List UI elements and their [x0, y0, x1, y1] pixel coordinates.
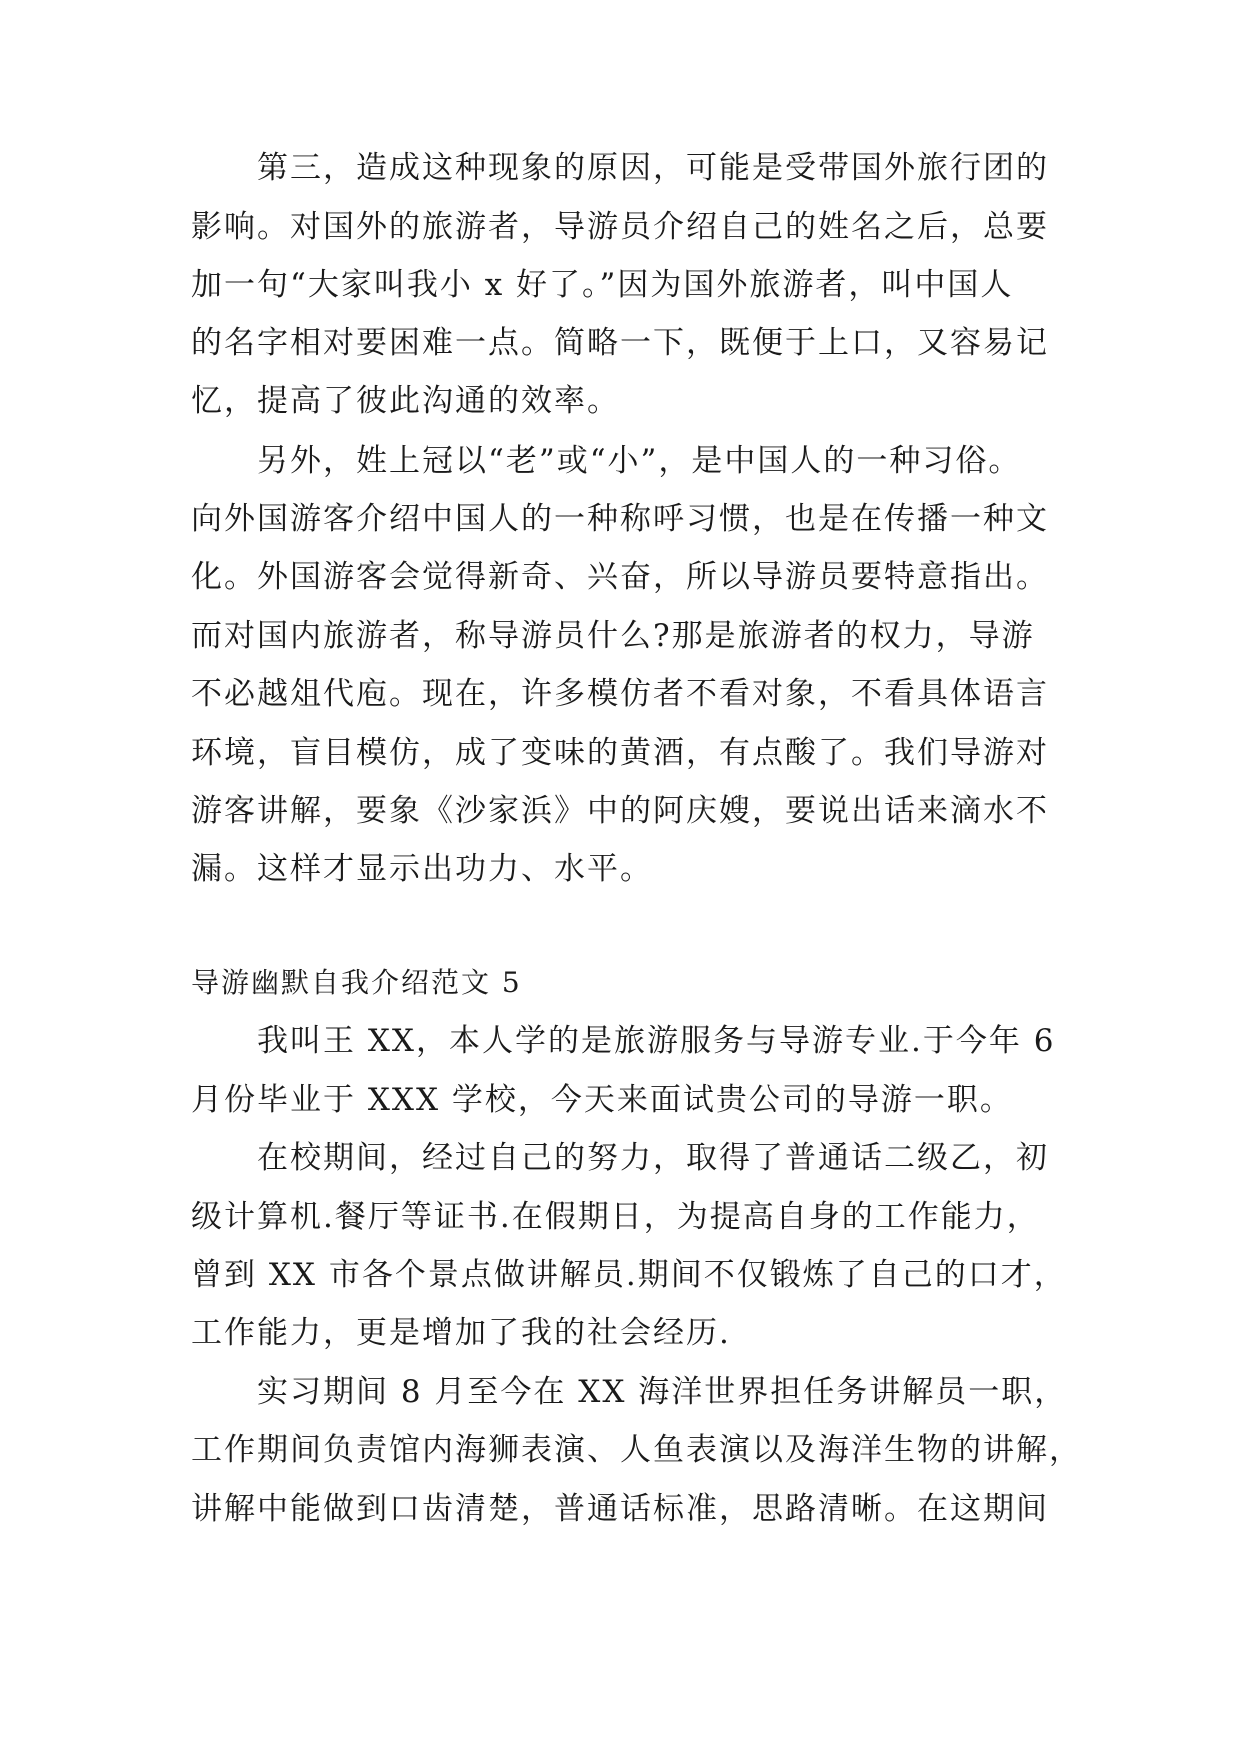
paragraph-line: 忆，提高了彼此沟通的效率。: [191, 383, 620, 419]
paragraph-line: 不必越俎代庖。现在，许多模仿者不看对象，不看具体语言: [191, 676, 1049, 712]
paragraph-line: 而对国内旅游者，称导游员什么?那是旅游者的权力，导游: [191, 618, 1035, 654]
paragraph-line: 影响。对国外的旅游者，导游员介绍自己的姓名之后，总要: [191, 209, 1049, 245]
paragraph-line: 加一句“大家叫我小 x 好了。”因为国外旅游者，叫中国人: [191, 267, 1014, 303]
paragraph-line: 在校期间，经过自己的努力，取得了普通话二级乙，初: [257, 1140, 1049, 1176]
paragraph-line: 环境，盲目模仿，成了变味的黄酒，有点酸了。我们导游对: [191, 735, 1049, 771]
section-heading: 导游幽默自我介绍范文 5: [191, 966, 522, 999]
paragraph-line: 级计算机.餐厅等证书.在假期日，为提高自身的工作能力，: [191, 1199, 1040, 1235]
paragraph-line: 我叫王 XX，本人学的是旅游服务与导游专业.于今年 6: [257, 1023, 1056, 1059]
paragraph-line: 工作期间负责馆内海狮表演、人鱼表演以及海洋生物的讲解，: [191, 1432, 1082, 1468]
paragraph-line: 向外国游客介绍中国人的一种称呼习惯，也是在传播一种文: [191, 501, 1049, 537]
paragraph-line: 讲解中能做到口齿清楚，普通话标准，思路清晰。在这期间: [191, 1491, 1049, 1527]
paragraph-line: 工作能力，更是增加了我的社会经历.: [191, 1315, 731, 1351]
paragraph-line: 化。外国游客会觉得新奇、兴奋，所以导游员要特意指出。: [191, 559, 1049, 595]
paragraph-line: 曾到 XX 市各个景点做讲解员.期间不仅锻炼了自己的口才，: [191, 1257, 1067, 1293]
paragraph-line: 漏。这样才显示出功力、水平。: [191, 851, 653, 887]
paragraph-line: 另外，姓上冠以“老”或“小”，是中国人的一种习俗。: [257, 443, 1022, 479]
paragraph-line: 的名字相对要困难一点。简略一下，既便于上口，又容易记: [191, 325, 1049, 361]
paragraph-line: 月份毕业于 XXX 学校，今天来面试贵公司的导游一职。: [191, 1082, 1013, 1118]
paragraph-line: 游客讲解，要象《沙家浜》中的阿庆嫂，要说出话来滴水不: [191, 793, 1049, 829]
paragraph-line: 实习期间 8 月至今在 XX 海洋世界担任务讲解员一职，: [257, 1374, 1068, 1410]
paragraph-line: 第三，造成这种现象的原因，可能是受带国外旅行团的: [257, 150, 1049, 186]
